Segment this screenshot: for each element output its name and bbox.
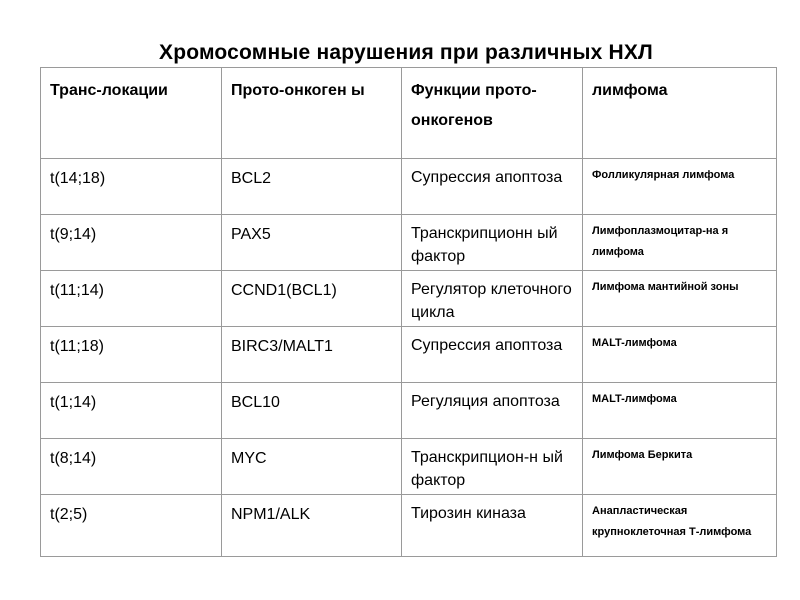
cell-translocation: t(2;5) <box>41 495 222 557</box>
cell-function: Супрессия апоптоза <box>402 327 583 383</box>
cell-lymphoma: MALT-лимфома <box>583 327 777 383</box>
table-row <box>41 439 777 495</box>
cell-lymphoma: Лимфома мантийной зоны <box>583 271 777 327</box>
table-row <box>41 495 777 557</box>
cell-translocation: t(1;14) <box>41 383 222 439</box>
cell-oncogene: PAX5 <box>222 215 402 271</box>
cell-function: Транскрипционн ый фактор <box>402 215 583 271</box>
cell-function: Регуляция апоптоза <box>402 383 583 439</box>
cell-function: Тирозин киназа <box>402 495 583 557</box>
header-proto-oncogenes: Прото-онкоген ы <box>222 68 402 159</box>
table-row <box>41 327 777 383</box>
page-title: Хромосомные нарушения при различных НХЛ <box>158 41 653 64</box>
cell-translocation: t(9;14) <box>41 215 222 271</box>
cell-function: Транскрипцион-н ый фактор <box>402 439 583 495</box>
cell-lymphoma: Фолликулярная лимфома <box>583 159 777 215</box>
cell-oncogene: NPM1/ALK <box>222 495 402 557</box>
cell-oncogene: BCL2 <box>222 159 402 215</box>
header-lymphoma: лимфома <box>583 68 777 159</box>
cell-translocation: t(14;18) <box>41 159 222 215</box>
cell-oncogene: CCND1(BCL1) <box>222 271 402 327</box>
header-functions: Функции прото- онкогенов <box>402 68 583 159</box>
table-row <box>41 159 777 215</box>
cell-function: Регулятор клеточного цикла <box>402 271 583 327</box>
cell-translocation: t(8;14) <box>41 439 222 495</box>
cell-function: Супрессия апоптоза <box>402 159 583 215</box>
cell-lymphoma: Анапластическая крупноклеточная Т-лимфома <box>583 495 777 557</box>
cell-translocation: t(11;18) <box>41 327 222 383</box>
cell-oncogene: BIRC3/MALT1 <box>222 327 402 383</box>
cell-lymphoma: Лимфома Беркита <box>583 439 777 495</box>
cell-oncogene: BCL10 <box>222 383 402 439</box>
chromosome-table <box>40 67 777 557</box>
table-row <box>41 215 777 271</box>
header-translocations: Транс-локации <box>41 68 222 159</box>
table-row <box>41 271 777 327</box>
cell-translocation: t(11;14) <box>41 271 222 327</box>
cell-lymphoma: Лимфоплазмоцитар-на я лимфома <box>583 215 777 271</box>
table-row <box>41 383 777 439</box>
cell-oncogene: MYC <box>222 439 402 495</box>
table-header-row <box>41 68 777 159</box>
cell-lymphoma: MALT-лимфома <box>583 383 777 439</box>
